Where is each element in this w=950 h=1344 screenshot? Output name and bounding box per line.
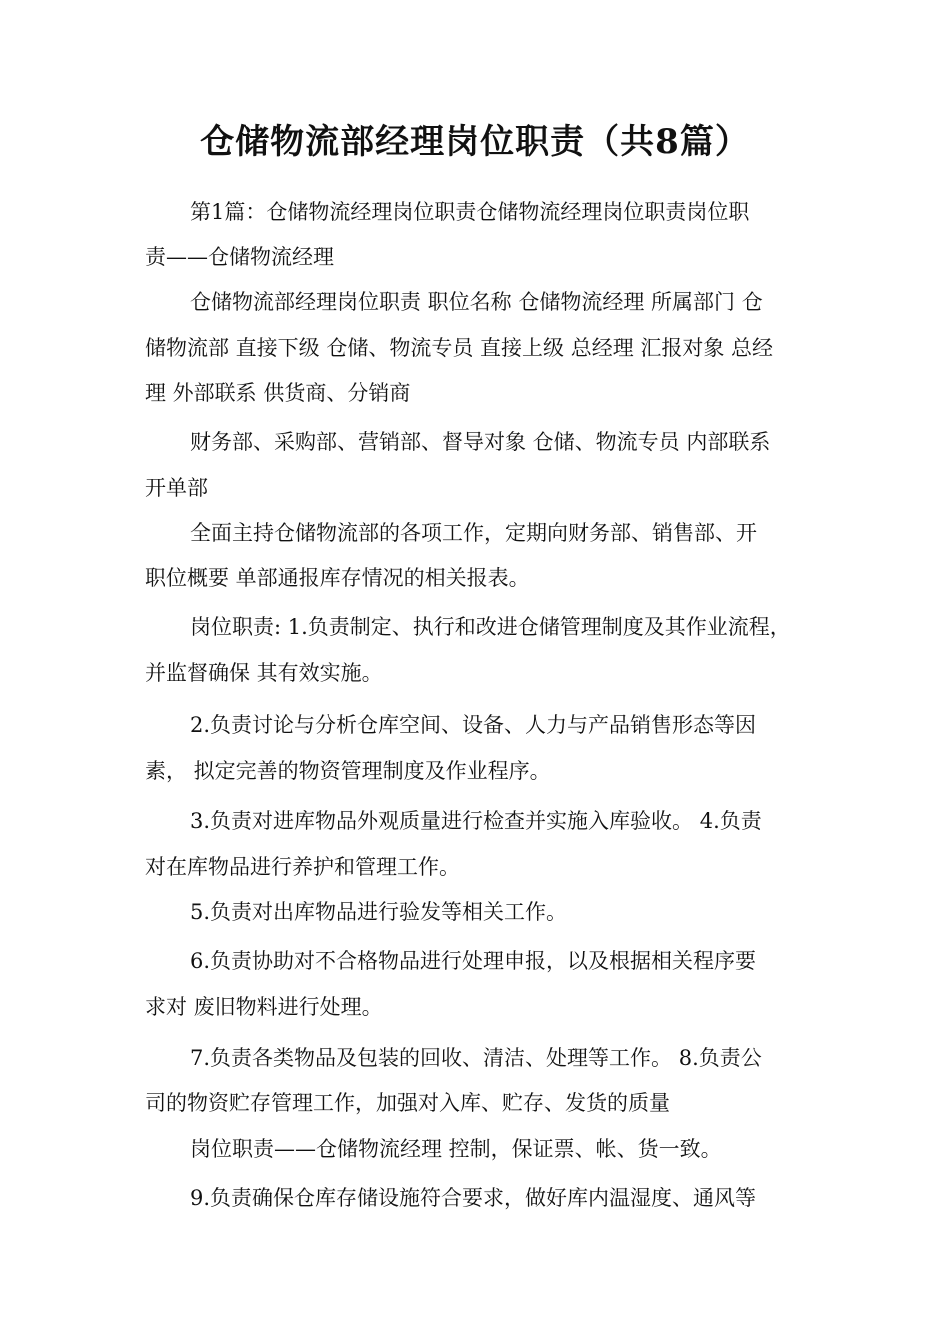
paragraph-line: 7.负责各类物品及包装的回收、清洁、处理等工作。 8.负责公 [190,1046,762,1070]
paragraph-line: 岗位职责: 1.负责制定、执行和改进仓储管理制度及其作业流程， [190,615,791,639]
paragraph-line: 并监督确保 其有效实施。 [145,661,383,685]
paragraph-line: 2.负责讨论与分析仓库空间、设备、人力与产品销售形态等因 [190,713,757,737]
paragraph-line: 财务部、采购部、营销部、督导对象 仓储、物流专员 内部联系 [190,430,771,454]
paragraph-line: 第1篇：仓储物流经理岗位职责仓储物流经理岗位职责岗位职 [190,200,750,224]
paragraph-line: 9.负责确保仓库存储设施符合要求，做好库内温湿度、通风等 [190,1186,757,1210]
paragraph-line: 责——仓储物流经理 [145,245,334,269]
document-title: 仓储物流部经理岗位职责（共8篇） [200,122,750,162]
paragraph-line: 开单部 [145,476,208,500]
paragraph-line: 对在库物品进行养护和管理工作。 [145,855,460,879]
paragraph-line: 3.负责对进库物品外观质量进行检查并实施入库验收。 4.负责 [190,809,762,833]
paragraph-line: 职位概要 单部通报库存情况的相关报表。 [145,566,530,590]
paragraph-line: 储物流部 直接下级 仓储、物流专员 直接上级 总经理 汇报对象 总经 [145,336,774,360]
paragraph-line: 岗位职责——仓储物流经理 控制，保证票、帐、货一致。 [190,1137,722,1161]
paragraph-line: 素， 拟定完善的物资管理制度及作业程序。 [145,759,551,783]
paragraph-line: 5.负责对出库物品进行验发等相关工作。 [190,900,568,924]
paragraph-line: 全面主持仓储物流部的各项工作，定期向财务部、销售部、开 [190,521,757,545]
paragraph-line: 理 外部联系 供货商、分销商 [145,381,411,405]
paragraph-line: 求对 废旧物料进行处理。 [145,995,383,1019]
paragraph-line: 仓储物流部经理岗位职责 职位名称 仓储物流经理 所属部门 仓 [190,290,763,314]
paragraph-line: 6.负责协助对不合格物品进行处理申报，以及根据相关程序要 [190,949,757,973]
paragraph-line: 司的物资贮存管理工作，加强对入库、贮存、发货的质量 [145,1091,670,1115]
